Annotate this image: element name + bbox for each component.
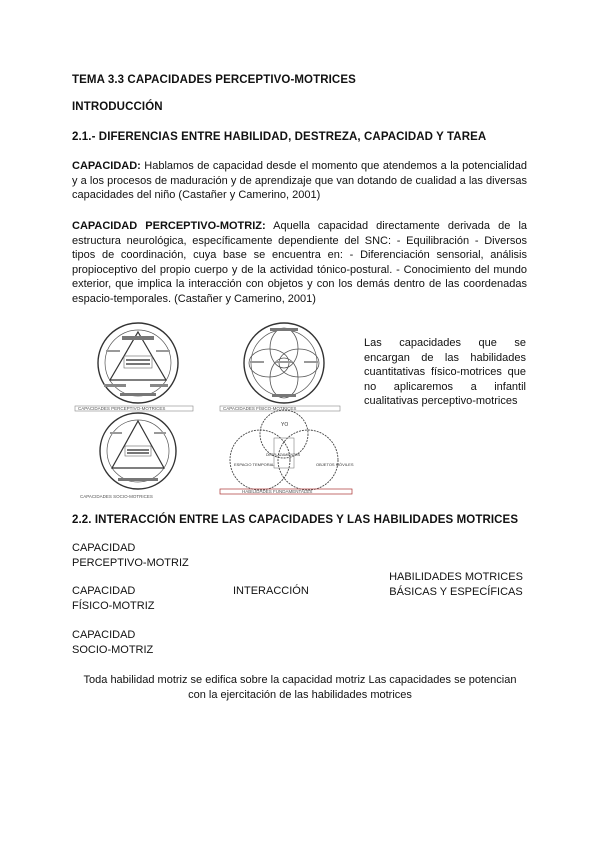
capacidad-fisico-line2: FÍSICO-MOTRIZ [72,600,155,612]
diagram2-caption: CAPACIDADES FÍSICO-MOTRICES [223,406,297,411]
diagram-perceptivo-motrices [75,323,193,411]
capacidad-pm-paragraph [72,219,527,307]
capacidad-text: Hablamos de capacidad desde el momento que atendemos a la potencialidad y a los procesos de maduración y de aprendizaje que van dotando de cualidad a las diversas capacidades del niño (Castañer y Camerino, 2001) [72,160,527,202]
capacidad-perceptivo-label [72,541,189,571]
capacidad-fisico-label [72,584,155,614]
diagram4-label-top: YO [281,422,289,428]
diagram1-caption: CAPACIDADES PERCEPTIVO-MOTRICES [78,406,166,411]
diagram-socio-motrices [100,413,176,489]
capacidad-fisico-line1: CAPACIDAD [72,585,136,597]
intro-heading: INTRODUCCIÓN [72,101,163,113]
conclusion-line1: Toda habilidad motriz se edifica sobre la capacidad motriz Las capacidades se potencian [83,674,517,686]
habilidades-label [386,570,526,600]
capacidad-pm-text: Aquella capacidad directamente derivada de la estructura neurológica, específicamente dependiente del SNC: - Equilibración - Diversos tipos de coordinación, cuya base se encuentra en: - Diferenciación sensorial, análisis propioceptivo del propio cuerpo y de la actividad tónico-postural. - Conocimiento del mundo exterior, que implica la interacción con objetos y con los demás dentro de las coordenadas espacio-temporales. (Castañer y Camerino, 2001) [72,220,528,305]
capacidad-term: CAPACIDAD: [72,160,141,172]
conclusion-line2: con la ejercitación de las habilidades motrices [188,689,412,701]
capacidad-pm-term: CAPACIDAD PERCEPTIVO-MOTRIZ: [72,220,266,232]
capacities-diagrams-figure [70,318,360,502]
diagram3-caption: CAPACIDADES SOCIO-MOTRICES [80,494,153,499]
capacidad-paragraph [72,159,527,203]
capacidad-socio-line1: CAPACIDAD [72,629,136,641]
interaccion-label: INTERACCIÓN [233,585,309,597]
capacidad-perceptivo-line2: PERCEPTIVO-MOTRIZ [72,557,189,569]
conclusion-text [60,673,540,703]
capacidad-perceptivo-line1: CAPACIDAD [72,542,136,554]
diagram4-label-right: OBJETOS MÓVILES [316,462,354,467]
section2-heading: 2.2. INTERACCIÓN ENTRE LAS CAPACIDADES Y LAS HABILIDADES MOTRICES [72,514,519,526]
side-note: Las capacidades que se encargan de las habilidades cuantitativas físico-motrices que no aplicaremos a infantil cualitativas perceptivo-motrices [364,337,526,408]
section1-heading: 2.1.- DIFERENCIAS ENTRE HABILIDAD, DESTREZA, CAPACIDAD Y TAREA [72,131,487,143]
capacidad-socio-line2: SOCIO-MOTRIZ [72,644,154,656]
diagram4-label-left: ESPACIO TEMPORAL [234,462,275,467]
capacidad-socio-label [72,628,153,658]
diagram-fisico-motrices [220,323,340,411]
diagram4-label-mid: DESPLAZAMIENTOS [266,453,301,457]
document-title: TEMA 3.3 CAPACIDADES PERCEPTIVO-MOTRICES [72,74,356,86]
diagram4-caption: HABILIDADES FUNDAMENTALES [242,489,313,494]
habilidades-line2: BÁSICAS Y ESPECÍFICAS [389,586,523,598]
habilidades-line1: HABILIDADES MOTRICES [389,571,523,583]
